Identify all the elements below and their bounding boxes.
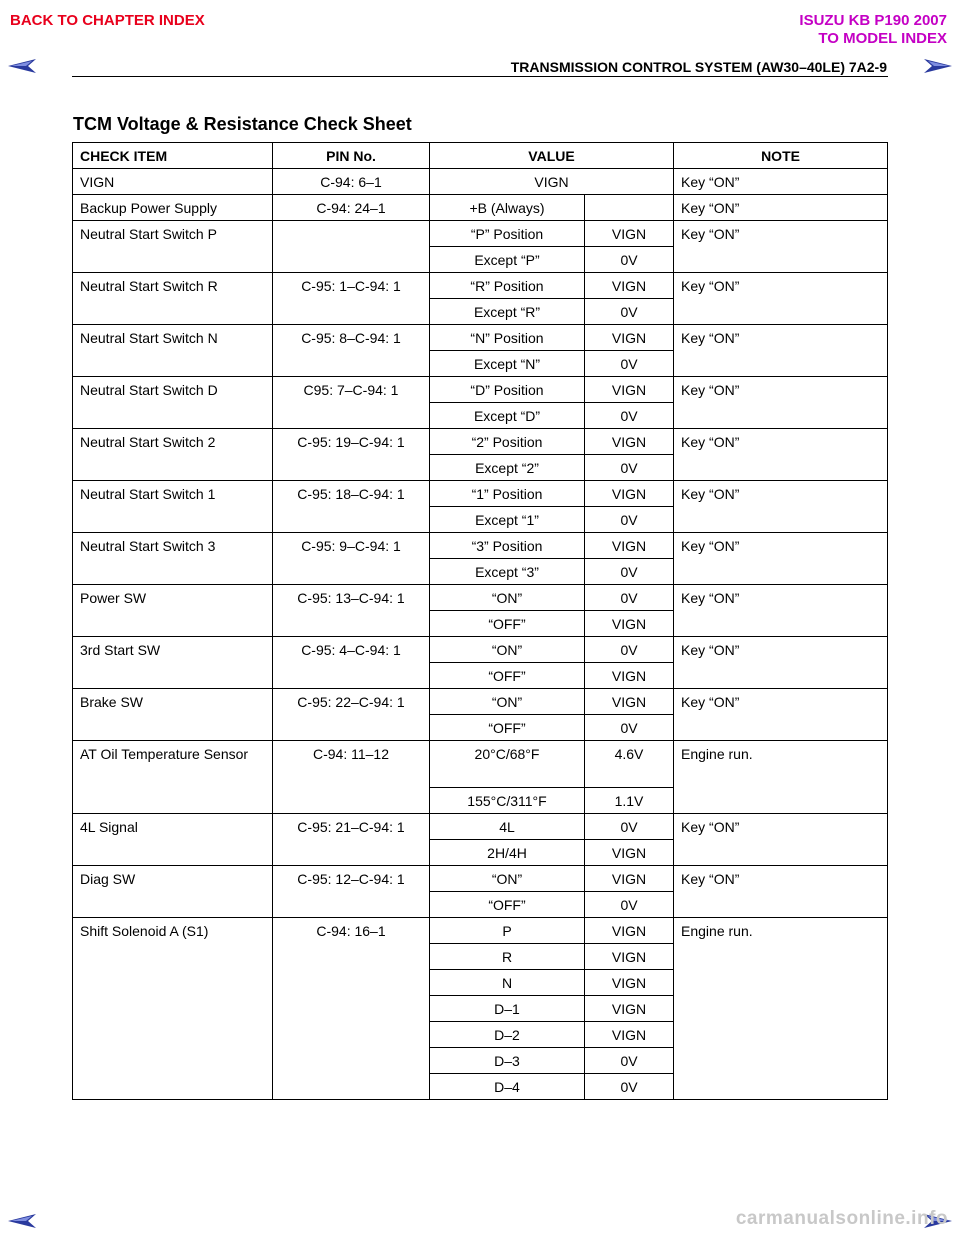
condition-cell: “ON” bbox=[430, 637, 585, 663]
note-cell: Engine run. bbox=[674, 918, 888, 1100]
value-cell bbox=[585, 195, 674, 221]
pin-cell: C-95: 13–C-94: 1 bbox=[273, 585, 430, 637]
value-cell: 0V bbox=[585, 559, 674, 585]
value-cell: 0V bbox=[585, 715, 674, 741]
note-cell: Key “ON” bbox=[674, 637, 888, 689]
pin-cell: C-95: 9–C-94: 1 bbox=[273, 533, 430, 585]
pin-cell: C-95: 8–C-94: 1 bbox=[273, 325, 430, 377]
condition-cell: “R” Position bbox=[430, 273, 585, 299]
value-cell: VIGN bbox=[585, 377, 674, 403]
table-row bbox=[73, 481, 888, 507]
note-cell: Key “ON” bbox=[674, 273, 888, 325]
next-page-arrow-icon[interactable] bbox=[922, 58, 952, 74]
note-cell: Key “ON” bbox=[674, 585, 888, 637]
check-item-cell: Neutral Start Switch D bbox=[73, 377, 273, 429]
previous-page-arrow-icon[interactable] bbox=[8, 58, 38, 74]
table-row bbox=[73, 918, 888, 944]
pin-cell: C-95: 21–C-94: 1 bbox=[273, 814, 430, 866]
condition-cell: “3” Position bbox=[430, 533, 585, 559]
value-cell: VIGN bbox=[430, 169, 674, 195]
condition-cell: “ON” bbox=[430, 585, 585, 611]
table-row bbox=[73, 689, 888, 715]
condition-cell: Except “3” bbox=[430, 559, 585, 585]
condition-cell: “ON” bbox=[430, 866, 585, 892]
condition-cell: D–4 bbox=[430, 1074, 585, 1100]
check-item-cell: Diag SW bbox=[73, 866, 273, 918]
value-cell: VIGN bbox=[585, 866, 674, 892]
pin-cell: C-95: 4–C-94: 1 bbox=[273, 637, 430, 689]
condition-cell: “2” Position bbox=[430, 429, 585, 455]
condition-cell: “1” Position bbox=[430, 481, 585, 507]
condition-cell: Except “R” bbox=[430, 299, 585, 325]
value-cell: VIGN bbox=[585, 611, 674, 637]
header-note: NOTE bbox=[674, 143, 888, 169]
header-pin-no: PIN No. bbox=[273, 143, 430, 169]
condition-cell: 155°C/311°F bbox=[430, 788, 585, 814]
note-cell: Key “ON” bbox=[674, 429, 888, 481]
value-cell: 0V bbox=[585, 403, 674, 429]
table-row bbox=[73, 637, 888, 663]
check-item-cell: Backup Power Supply bbox=[73, 195, 273, 221]
value-cell: 4.6V bbox=[585, 741, 674, 788]
value-cell: VIGN bbox=[585, 533, 674, 559]
to-model-index-link[interactable] bbox=[799, 12, 947, 48]
value-cell: VIGN bbox=[585, 221, 674, 247]
pin-cell: C95: 7–C-94: 1 bbox=[273, 377, 430, 429]
value-cell: 0V bbox=[585, 1048, 674, 1074]
value-cell: VIGN bbox=[585, 663, 674, 689]
note-cell: Key “ON” bbox=[674, 325, 888, 377]
value-cell: VIGN bbox=[585, 918, 674, 944]
check-item-cell: Neutral Start Switch P bbox=[73, 221, 273, 273]
page-title: TCM Voltage & Resistance Check Sheet bbox=[73, 114, 412, 134]
check-item-cell: AT Oil Temperature Sensor bbox=[73, 741, 273, 814]
condition-cell: “OFF” bbox=[430, 611, 585, 637]
value-cell: 0V bbox=[585, 1074, 674, 1100]
value-cell: 1.1V bbox=[585, 788, 674, 814]
condition-cell: R bbox=[430, 944, 585, 970]
value-cell: VIGN bbox=[585, 689, 674, 715]
value-cell: 0V bbox=[585, 585, 674, 611]
condition-cell: D–3 bbox=[430, 1048, 585, 1074]
model-name-label: ISUZU KB P190 2007 bbox=[799, 12, 947, 29]
value-cell: VIGN bbox=[585, 970, 674, 996]
note-cell: Key “ON” bbox=[674, 533, 888, 585]
value-cell: 0V bbox=[585, 247, 674, 273]
value-cell: 0V bbox=[585, 299, 674, 325]
pin-cell: C-95: 1–C-94: 1 bbox=[273, 273, 430, 325]
condition-cell: “OFF” bbox=[430, 663, 585, 689]
condition-cell: “P” Position bbox=[430, 221, 585, 247]
check-item-cell: VIGN bbox=[73, 169, 273, 195]
condition-cell: D–2 bbox=[430, 1022, 585, 1048]
header-check-item: CHECK ITEM bbox=[73, 143, 273, 169]
check-item-cell: Brake SW bbox=[73, 689, 273, 741]
value-cell: VIGN bbox=[585, 273, 674, 299]
table-row bbox=[73, 741, 888, 788]
note-cell: Key “ON” bbox=[674, 221, 888, 273]
previous-page-arrow-bottom-icon[interactable] bbox=[8, 1213, 38, 1229]
pin-cell: C-94: 16–1 bbox=[273, 918, 430, 1100]
value-cell: VIGN bbox=[585, 996, 674, 1022]
value-cell: 0V bbox=[585, 892, 674, 918]
condition-cell: “OFF” bbox=[430, 892, 585, 918]
check-item-cell: Neutral Start Switch 3 bbox=[73, 533, 273, 585]
table-row bbox=[73, 429, 888, 455]
check-item-cell: Neutral Start Switch 1 bbox=[73, 481, 273, 533]
header-divider bbox=[72, 76, 888, 77]
table-row bbox=[73, 533, 888, 559]
pin-cell: C-94: 24–1 bbox=[273, 195, 430, 221]
condition-cell: Except “N” bbox=[430, 351, 585, 377]
note-cell: Key “ON” bbox=[674, 689, 888, 741]
note-cell: Key “ON” bbox=[674, 377, 888, 429]
condition-cell: “OFF” bbox=[430, 715, 585, 741]
note-cell: Key “ON” bbox=[674, 195, 888, 221]
value-cell: VIGN bbox=[585, 1022, 674, 1048]
table-row bbox=[73, 585, 888, 611]
check-item-cell: 4L Signal bbox=[73, 814, 273, 866]
check-item-cell: Neutral Start Switch 2 bbox=[73, 429, 273, 481]
condition-cell: N bbox=[430, 970, 585, 996]
value-cell: 0V bbox=[585, 455, 674, 481]
check-item-cell: 3rd Start SW bbox=[73, 637, 273, 689]
note-cell: Key “ON” bbox=[674, 866, 888, 918]
check-item-cell: Neutral Start Switch N bbox=[73, 325, 273, 377]
value-cell: VIGN bbox=[585, 481, 674, 507]
pin-cell bbox=[273, 221, 430, 273]
note-cell: Key “ON” bbox=[674, 814, 888, 866]
table-row bbox=[73, 195, 888, 221]
value-cell: VIGN bbox=[585, 325, 674, 351]
note-cell: Key “ON” bbox=[674, 169, 888, 195]
condition-cell: Except “P” bbox=[430, 247, 585, 273]
condition-cell: Except “D” bbox=[430, 403, 585, 429]
pin-cell: C-95: 18–C-94: 1 bbox=[273, 481, 430, 533]
condition-cell: “ON” bbox=[430, 689, 585, 715]
condition-cell: 20°C/68°F bbox=[430, 741, 585, 788]
note-cell: Engine run. bbox=[674, 741, 888, 814]
value-cell: VIGN bbox=[585, 840, 674, 866]
table-row bbox=[73, 221, 888, 247]
value-cell: 0V bbox=[585, 351, 674, 377]
header-value: VALUE bbox=[430, 143, 674, 169]
value-cell: VIGN bbox=[585, 429, 674, 455]
pin-cell: C-95: 19–C-94: 1 bbox=[273, 429, 430, 481]
check-sheet-table bbox=[72, 142, 888, 1100]
value-cell: VIGN bbox=[585, 944, 674, 970]
to-model-index-label: TO MODEL INDEX bbox=[818, 30, 947, 47]
check-item-cell: Neutral Start Switch R bbox=[73, 273, 273, 325]
pin-cell: C-95: 22–C-94: 1 bbox=[273, 689, 430, 741]
condition-cell: Except “1” bbox=[430, 507, 585, 533]
watermark: carmanualsonline.info bbox=[735, 1208, 948, 1229]
condition-cell: “N” Position bbox=[430, 325, 585, 351]
pin-cell: C-94: 11–12 bbox=[273, 741, 430, 814]
table-row bbox=[73, 273, 888, 299]
condition-cell: P bbox=[430, 918, 585, 944]
check-item-cell: Shift Solenoid A (S1) bbox=[73, 918, 273, 1100]
note-cell: Key “ON” bbox=[674, 481, 888, 533]
condition-cell: “D” Position bbox=[430, 377, 585, 403]
condition-cell: 4L bbox=[430, 814, 585, 840]
table-row bbox=[73, 169, 888, 195]
pin-cell: C-95: 12–C-94: 1 bbox=[273, 866, 430, 918]
condition-cell: Except “2” bbox=[430, 455, 585, 481]
table-header-row bbox=[73, 143, 888, 169]
table-row bbox=[73, 814, 888, 840]
table-row bbox=[73, 325, 888, 351]
condition-cell: D–1 bbox=[430, 996, 585, 1022]
check-item-cell: Power SW bbox=[73, 585, 273, 637]
value-cell: 0V bbox=[585, 507, 674, 533]
table-row bbox=[73, 866, 888, 892]
back-to-chapter-index-link[interactable]: BACK TO CHAPTER INDEX bbox=[10, 12, 205, 29]
value-cell: 0V bbox=[585, 637, 674, 663]
pin-cell: C-94: 6–1 bbox=[273, 169, 430, 195]
value-cell: 0V bbox=[585, 814, 674, 840]
running-header: TRANSMISSION CONTROL SYSTEM (AW30–40LE) 7A2-9 bbox=[510, 59, 887, 75]
condition-cell: +B (Always) bbox=[430, 195, 585, 221]
table-row bbox=[73, 377, 888, 403]
condition-cell: 2H/4H bbox=[430, 840, 585, 866]
